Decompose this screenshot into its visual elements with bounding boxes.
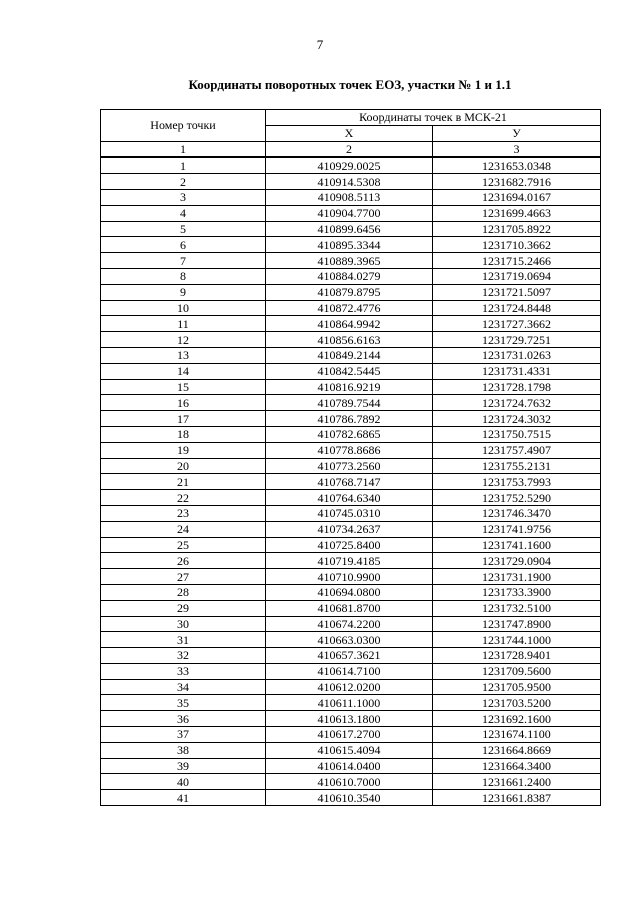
table-row — [101, 284, 601, 300]
x-coordinate-cell: 410872.4776 — [266, 300, 433, 316]
table-row — [101, 553, 601, 569]
table-body — [101, 157, 601, 805]
y-coordinate-cell: 1231733.3900 — [433, 584, 601, 600]
table-row — [101, 758, 601, 774]
y-coordinate-cell: 1231729.7251 — [433, 332, 601, 348]
table-row — [101, 426, 601, 442]
y-coordinate-cell: 1231709.5600 — [433, 663, 601, 679]
point-number-cell: 16 — [101, 395, 266, 411]
point-number-cell: 12 — [101, 332, 266, 348]
y-coordinate-cell: 1231699.4663 — [433, 205, 601, 221]
table-row — [101, 205, 601, 221]
x-coordinate-cell: 410782.6865 — [266, 426, 433, 442]
header-x: X — [266, 125, 433, 141]
y-coordinate-cell: 1231755.2131 — [433, 458, 601, 474]
x-coordinate-cell: 410914.5308 — [266, 174, 433, 190]
point-number-cell: 14 — [101, 363, 266, 379]
table-row — [101, 253, 601, 269]
y-coordinate-cell: 1231705.8922 — [433, 221, 601, 237]
y-coordinate-cell: 1231664.8669 — [433, 742, 601, 758]
x-coordinate-cell: 410617.2700 — [266, 727, 433, 743]
x-coordinate-cell: 410610.3540 — [266, 790, 433, 806]
column-number: 1 — [101, 141, 266, 157]
point-number-cell: 41 — [101, 790, 266, 806]
table-row — [101, 584, 601, 600]
table-row — [101, 663, 601, 679]
point-number-cell: 28 — [101, 584, 266, 600]
point-number-cell: 39 — [101, 758, 266, 774]
table-row — [101, 347, 601, 363]
table-row — [101, 157, 601, 173]
y-coordinate-cell: 1231731.0263 — [433, 347, 601, 363]
point-number-cell: 18 — [101, 426, 266, 442]
point-number-cell: 19 — [101, 442, 266, 458]
point-number-cell: 35 — [101, 695, 266, 711]
table-row — [101, 300, 601, 316]
y-coordinate-cell: 1231757.4907 — [433, 442, 601, 458]
y-coordinate-cell: 1231682.7916 — [433, 174, 601, 190]
y-coordinate-cell: 1231728.1798 — [433, 379, 601, 395]
y-coordinate-cell: 1231747.8900 — [433, 616, 601, 632]
point-number-cell: 38 — [101, 742, 266, 758]
x-coordinate-cell: 410895.3344 — [266, 237, 433, 253]
y-coordinate-cell: 1231727.3662 — [433, 316, 601, 332]
x-coordinate-cell: 410789.7544 — [266, 395, 433, 411]
coordinates-table — [100, 109, 601, 806]
x-coordinate-cell: 410856.6163 — [266, 332, 433, 348]
table-header-row — [101, 110, 601, 126]
x-coordinate-cell: 410908.5113 — [266, 189, 433, 205]
x-coordinate-cell: 410889.3965 — [266, 253, 433, 269]
x-coordinate-cell: 410725.8400 — [266, 537, 433, 553]
x-coordinate-cell: 410904.7700 — [266, 205, 433, 221]
x-coordinate-cell: 410884.0279 — [266, 268, 433, 284]
point-number-cell: 30 — [101, 616, 266, 632]
point-number-cell: 13 — [101, 347, 266, 363]
point-number-cell: 15 — [101, 379, 266, 395]
x-coordinate-cell: 410929.0025 — [266, 157, 433, 173]
x-coordinate-cell: 410864.9942 — [266, 316, 433, 332]
x-coordinate-cell: 410615.4094 — [266, 742, 433, 758]
y-coordinate-cell: 1231705.9500 — [433, 679, 601, 695]
table-row — [101, 395, 601, 411]
point-number-cell: 27 — [101, 569, 266, 585]
y-coordinate-cell: 1231741.1600 — [433, 537, 601, 553]
x-coordinate-cell: 410745.0310 — [266, 505, 433, 521]
x-coordinate-cell: 410663.0300 — [266, 632, 433, 648]
table-row — [101, 742, 601, 758]
y-coordinate-cell: 1231750.7515 — [433, 426, 601, 442]
x-coordinate-cell: 410786.7892 — [266, 411, 433, 427]
y-coordinate-cell: 1231731.1900 — [433, 569, 601, 585]
x-coordinate-cell: 410674.2200 — [266, 616, 433, 632]
point-number-cell: 33 — [101, 663, 266, 679]
point-number-cell: 1 — [101, 157, 266, 173]
y-coordinate-cell: 1231724.7632 — [433, 395, 601, 411]
y-coordinate-cell: 1231692.1600 — [433, 711, 601, 727]
point-number-cell: 29 — [101, 600, 266, 616]
x-coordinate-cell: 410734.2637 — [266, 521, 433, 537]
column-number: 2 — [266, 141, 433, 157]
point-number-cell: 22 — [101, 490, 266, 506]
header-y: У — [433, 125, 601, 141]
point-number-cell: 4 — [101, 205, 266, 221]
y-coordinate-cell: 1231661.2400 — [433, 774, 601, 790]
y-coordinate-cell: 1231746.3470 — [433, 505, 601, 521]
point-number-cell: 40 — [101, 774, 266, 790]
y-coordinate-cell: 1231741.9756 — [433, 521, 601, 537]
document-title: Координаты поворотных точек ЕОЗ, участки № 1 и 1.1 — [188, 77, 512, 92]
y-coordinate-cell: 1231728.9401 — [433, 648, 601, 664]
y-coordinate-cell: 1231719.0694 — [433, 268, 601, 284]
point-number-cell: 10 — [101, 300, 266, 316]
x-coordinate-cell: 410849.2144 — [266, 347, 433, 363]
point-number-cell: 5 — [101, 221, 266, 237]
table-row — [101, 189, 601, 205]
x-coordinate-cell: 410613.1800 — [266, 711, 433, 727]
table-row — [101, 490, 601, 506]
table-row — [101, 221, 601, 237]
point-number-cell: 20 — [101, 458, 266, 474]
table-row — [101, 632, 601, 648]
table-row — [101, 268, 601, 284]
column-number-row — [101, 141, 601, 157]
table-row — [101, 363, 601, 379]
table-row — [101, 316, 601, 332]
column-number: 3 — [433, 141, 601, 157]
point-number-cell: 23 — [101, 505, 266, 521]
point-number-cell: 25 — [101, 537, 266, 553]
table-row — [101, 458, 601, 474]
x-coordinate-cell: 410614.0400 — [266, 758, 433, 774]
table-row — [101, 174, 601, 190]
point-number-cell: 34 — [101, 679, 266, 695]
x-coordinate-cell: 410768.7147 — [266, 474, 433, 490]
table-row — [101, 537, 601, 553]
y-coordinate-cell: 1231731.4331 — [433, 363, 601, 379]
x-coordinate-cell: 410612.0200 — [266, 679, 433, 695]
x-coordinate-cell: 410816.9219 — [266, 379, 433, 395]
table-row — [101, 616, 601, 632]
point-number-cell: 36 — [101, 711, 266, 727]
table-row — [101, 774, 601, 790]
header-point-number: Номер точки — [101, 110, 266, 142]
point-number-cell: 21 — [101, 474, 266, 490]
y-coordinate-cell: 1231664.3400 — [433, 758, 601, 774]
table-row — [101, 600, 601, 616]
table-row — [101, 790, 601, 806]
x-coordinate-cell: 410681.8700 — [266, 600, 433, 616]
x-coordinate-cell: 410610.7000 — [266, 774, 433, 790]
y-coordinate-cell: 1231744.1000 — [433, 632, 601, 648]
x-coordinate-cell: 410879.8795 — [266, 284, 433, 300]
y-coordinate-cell: 1231724.8448 — [433, 300, 601, 316]
y-coordinate-cell: 1231724.3032 — [433, 411, 601, 427]
table-row — [101, 727, 601, 743]
table-row — [101, 679, 601, 695]
y-coordinate-cell: 1231710.3662 — [433, 237, 601, 253]
y-coordinate-cell: 1231721.5097 — [433, 284, 601, 300]
x-coordinate-cell: 410773.2560 — [266, 458, 433, 474]
y-coordinate-cell: 1231661.8387 — [433, 790, 601, 806]
table-row — [101, 711, 601, 727]
x-coordinate-cell: 410614.7100 — [266, 663, 433, 679]
point-number-cell: 8 — [101, 268, 266, 284]
table-row — [101, 505, 601, 521]
y-coordinate-cell: 1231703.5200 — [433, 695, 601, 711]
point-number-cell: 37 — [101, 727, 266, 743]
x-coordinate-cell: 410611.1000 — [266, 695, 433, 711]
y-coordinate-cell: 1231674.1100 — [433, 727, 601, 743]
x-coordinate-cell: 410842.5445 — [266, 363, 433, 379]
x-coordinate-cell: 410657.3621 — [266, 648, 433, 664]
y-coordinate-cell: 1231752.5290 — [433, 490, 601, 506]
point-number-cell: 9 — [101, 284, 266, 300]
table-row — [101, 569, 601, 585]
table-row — [101, 332, 601, 348]
point-number-cell: 3 — [101, 189, 266, 205]
y-coordinate-cell: 1231694.0167 — [433, 189, 601, 205]
y-coordinate-cell: 1231653.0348 — [433, 157, 601, 173]
x-coordinate-cell: 410764.6340 — [266, 490, 433, 506]
table-row — [101, 379, 601, 395]
x-coordinate-cell: 410694.0800 — [266, 584, 433, 600]
point-number-cell: 26 — [101, 553, 266, 569]
table-row — [101, 237, 601, 253]
point-number-cell: 17 — [101, 411, 266, 427]
point-number-cell: 11 — [101, 316, 266, 332]
table-row — [101, 411, 601, 427]
header-coordinates: Координаты точек в МСК-21 — [266, 110, 601, 126]
point-number-cell: 6 — [101, 237, 266, 253]
table-row — [101, 648, 601, 664]
y-coordinate-cell: 1231729.0904 — [433, 553, 601, 569]
point-number-cell: 2 — [101, 174, 266, 190]
x-coordinate-cell: 410778.8686 — [266, 442, 433, 458]
x-coordinate-cell: 410719.4185 — [266, 553, 433, 569]
table-row — [101, 695, 601, 711]
x-coordinate-cell: 410710.9900 — [266, 569, 433, 585]
x-coordinate-cell: 410899.6456 — [266, 221, 433, 237]
table-row — [101, 474, 601, 490]
y-coordinate-cell: 1231753.7993 — [433, 474, 601, 490]
table-row — [101, 442, 601, 458]
point-number-cell: 7 — [101, 253, 266, 269]
point-number-cell: 31 — [101, 632, 266, 648]
page-number: 7 — [316, 37, 324, 52]
y-coordinate-cell: 1231715.2466 — [433, 253, 601, 269]
point-number-cell: 32 — [101, 648, 266, 664]
point-number-cell: 24 — [101, 521, 266, 537]
y-coordinate-cell: 1231732.5100 — [433, 600, 601, 616]
table-row — [101, 521, 601, 537]
